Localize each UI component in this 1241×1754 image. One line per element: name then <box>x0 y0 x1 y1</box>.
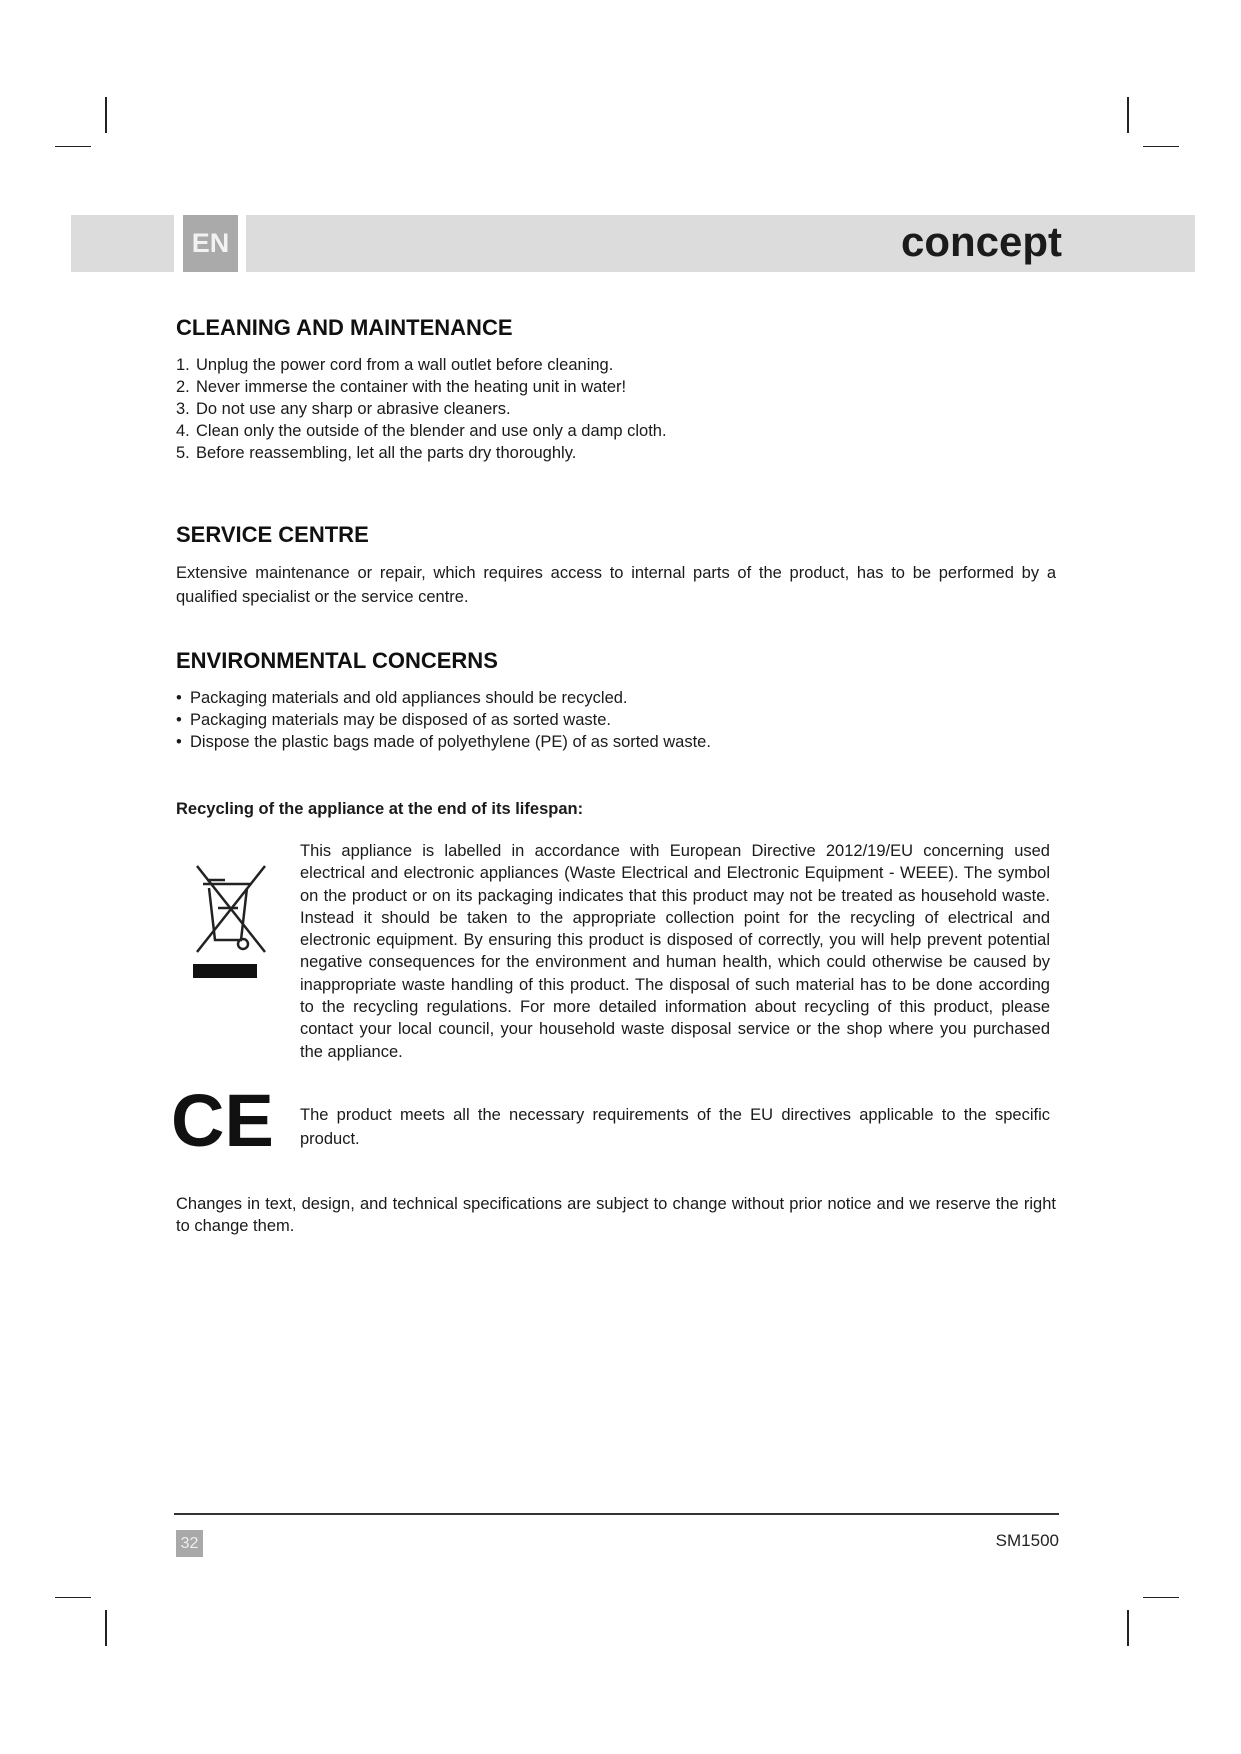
recycling-heading <box>176 800 1056 819</box>
environment-section <box>176 648 1056 753</box>
crop-mark <box>105 97 107 133</box>
service-section <box>176 522 1056 609</box>
list-item: • Packaging materials may be disposed of as sorted waste. <box>176 711 611 729</box>
weee-crossed-bin-icon <box>193 860 273 982</box>
crop-mark <box>105 1610 107 1646</box>
disclaimer-section <box>176 1193 1056 1237</box>
header-divider <box>238 215 246 272</box>
crop-mark <box>1127 97 1129 133</box>
header-divider <box>174 215 183 272</box>
list-item: 4. Clean only the outside of the blender and use only a damp cloth. <box>176 422 667 440</box>
disclaimer-text: Changes in text, design, and technical specifications are subject to change without prior notice and we reserve the right to change them. <box>176 1195 1056 1235</box>
service-text: Extensive maintenance or repair, which requires access to internal parts of the product, has to be performed by a qualified specialist or the service centre. <box>176 564 1056 606</box>
language-badge: EN <box>183 215 238 272</box>
environment-list <box>176 687 1056 753</box>
cleaning-section <box>176 315 1056 464</box>
list-item: 1. Unplug the power cord from a wall outlet before cleaning. <box>176 356 614 374</box>
recycling-text: This appliance is labelled in accordance with European Directive 2012/19/EU concerning used electrical and electronic appliances (Waste Electrical and Electronic Equipment - WEEE). The symbol on the product or on its packaging indicates that this product may not be treated as household waste. Instead it should be taken to the appropriate collection point for the recycling of electrical and electronic equipment. By ensuring this product is disposed of correctly, you will help prevent potential negative consequences for the environment and human health, which could otherwise be caused by inappropriate waste handling of this product. The disposal of such material has to be done according to the recycling regulations. For more detailed information about recycling of this product, please contact your local council, your household waste disposal service or the shop where you purchased the appliance. <box>300 842 1050 1061</box>
ce-text: The product meets all the necessary requirements of the EU directives applicable to the specific product. <box>300 1106 1050 1148</box>
list-item: 5. Before reassembling, let all the parts dry thoroughly. <box>176 444 577 462</box>
crop-mark <box>1143 1597 1179 1598</box>
crop-mark <box>55 146 91 147</box>
crop-mark <box>55 1597 91 1598</box>
list-item: • Packaging materials and old appliances should be recycled. <box>176 689 628 707</box>
recycling-body <box>300 840 1050 1063</box>
crop-mark <box>1127 1610 1129 1646</box>
section-title: ENVIRONMENTAL CONCERNS <box>176 648 498 673</box>
list-item: • Dispose the plastic bags made of polyethylene (PE) of as sorted waste. <box>176 733 711 751</box>
cleaning-list <box>176 354 1056 464</box>
crop-mark <box>1143 146 1179 147</box>
model-number: SM1500 <box>995 1531 1059 1550</box>
page-number: 32 <box>176 1530 203 1557</box>
footer-rule <box>174 1513 1059 1515</box>
list-item: 3. Do not use any sharp or abrasive cleaners. <box>176 400 511 418</box>
ce-mark-icon <box>171 1079 274 1162</box>
ce-body <box>300 1103 1050 1151</box>
section-title: CLEANING AND MAINTENANCE <box>176 315 513 340</box>
brand-logo: concept <box>900 218 1062 265</box>
recycling-title: Recycling of the appliance at the end of its lifespan: <box>176 800 584 818</box>
section-title: SERVICE CENTRE <box>176 522 369 547</box>
list-item: 2. Never immerse the container with the heating unit in water! <box>176 378 627 396</box>
ce-mark-text: CE <box>171 1079 274 1162</box>
